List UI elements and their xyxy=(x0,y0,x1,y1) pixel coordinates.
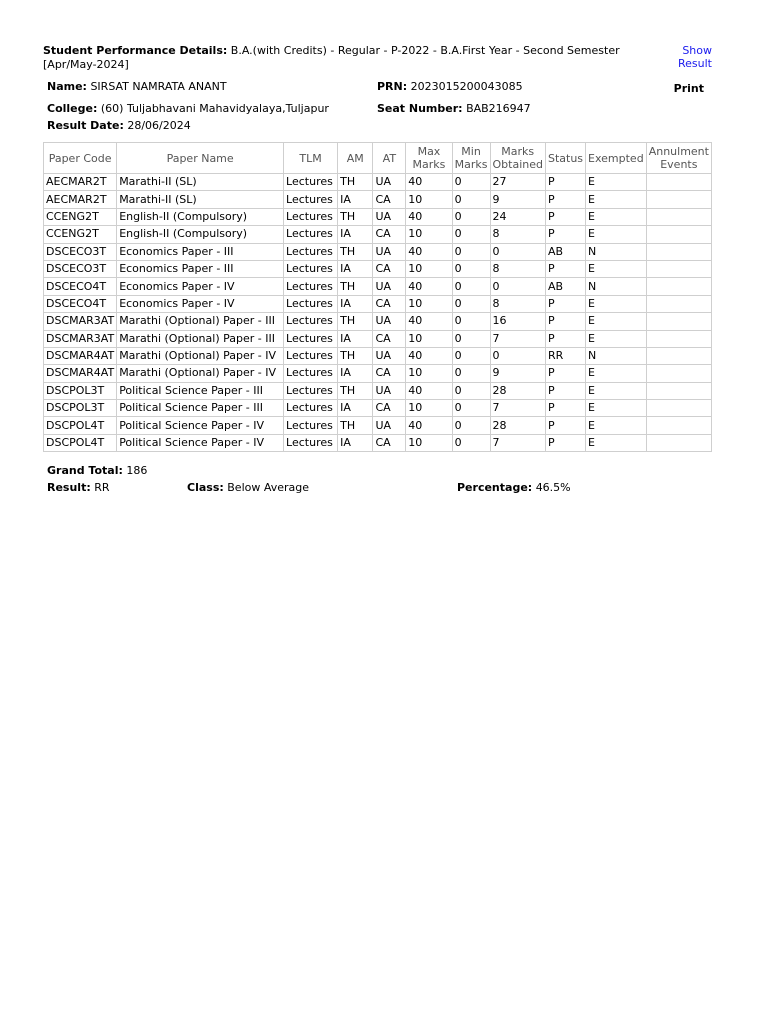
table-cell: N xyxy=(586,347,647,364)
table-cell: 0 xyxy=(452,382,490,399)
result-date-label: Result Date: xyxy=(47,119,124,132)
table-cell: 28 xyxy=(490,382,545,399)
table-cell: Marathi-II (SL) xyxy=(117,174,284,191)
column-header: Max Marks xyxy=(406,143,452,174)
table-cell: DSCMAR4AT xyxy=(44,347,117,364)
table-cell: DSCECO4T xyxy=(44,295,117,312)
table-cell: 0 xyxy=(490,347,545,364)
table-cell xyxy=(646,382,711,399)
table-cell: CA xyxy=(373,330,406,347)
percentage-label: Percentage: xyxy=(457,481,533,494)
seat-number xyxy=(377,102,531,116)
student-prn xyxy=(377,80,523,94)
table-cell: Political Science Paper - IV xyxy=(117,434,284,451)
table-cell: IA xyxy=(338,330,373,347)
table-cell: E xyxy=(586,295,647,312)
table-cell: E xyxy=(586,417,647,434)
table-cell: TH xyxy=(338,347,373,364)
table-cell: DSCMAR3AT xyxy=(44,330,117,347)
final-result xyxy=(47,479,110,496)
result-line xyxy=(47,479,707,496)
table-cell: 40 xyxy=(406,313,452,330)
table-cell: 7 xyxy=(490,330,545,347)
table-cell xyxy=(646,365,711,382)
table-row xyxy=(44,330,712,347)
name-label: Name: xyxy=(47,80,87,93)
table-cell: AB xyxy=(545,243,585,260)
table-cell: DSCPOL4T xyxy=(44,434,117,451)
table-cell: 0 xyxy=(490,243,545,260)
table-cell: E xyxy=(586,382,647,399)
table-cell: TH xyxy=(338,313,373,330)
table-cell: P xyxy=(545,417,585,434)
table-cell: E xyxy=(586,260,647,277)
seat-value: BAB216947 xyxy=(466,102,531,115)
table-cell: Lectures xyxy=(284,330,338,347)
table-cell: Economics Paper - IV xyxy=(117,278,284,295)
table-cell: 10 xyxy=(406,226,452,243)
table-cell: 10 xyxy=(406,330,452,347)
table-cell: 7 xyxy=(490,400,545,417)
table-cell: P xyxy=(545,400,585,417)
table-cell: 0 xyxy=(452,260,490,277)
table-cell: IA xyxy=(338,191,373,208)
table-cell: CCENG2T xyxy=(44,226,117,243)
table-cell: CA xyxy=(373,434,406,451)
column-header: TLM xyxy=(284,143,338,174)
table-cell xyxy=(646,174,711,191)
table-row xyxy=(44,400,712,417)
print-button[interactable]: Print xyxy=(673,82,704,95)
column-header: Marks Obtained xyxy=(490,143,545,174)
table-cell xyxy=(646,417,711,434)
table-cell: TH xyxy=(338,208,373,225)
table-cell: Lectures xyxy=(284,191,338,208)
table-cell xyxy=(646,278,711,295)
column-header: Exempted xyxy=(586,143,647,174)
table-cell: UA xyxy=(373,278,406,295)
table-cell: N xyxy=(586,278,647,295)
column-header: Annulment Events xyxy=(646,143,711,174)
table-row xyxy=(44,434,712,451)
table-cell: CCENG2T xyxy=(44,208,117,225)
table-row xyxy=(44,417,712,434)
grand-total-line xyxy=(47,462,707,479)
table-cell: Marathi-II (SL) xyxy=(117,191,284,208)
header-row xyxy=(43,44,712,74)
table-cell: 0 xyxy=(452,330,490,347)
table-cell: CA xyxy=(373,260,406,277)
table-cell: TH xyxy=(338,243,373,260)
table-cell: 0 xyxy=(452,400,490,417)
table-cell: 0 xyxy=(452,365,490,382)
prn-label: PRN: xyxy=(377,80,408,93)
table-cell: 10 xyxy=(406,191,452,208)
student-name xyxy=(47,80,227,94)
table-cell: 40 xyxy=(406,278,452,295)
table-cell xyxy=(646,347,711,364)
table-cell: E xyxy=(586,226,647,243)
table-cell: 0 xyxy=(452,347,490,364)
table-cell: English-II (Compulsory) xyxy=(117,208,284,225)
table-cell: Lectures xyxy=(284,226,338,243)
table-cell: Economics Paper - III xyxy=(117,260,284,277)
table-cell: Lectures xyxy=(284,260,338,277)
table-cell: 10 xyxy=(406,365,452,382)
table-cell: 0 xyxy=(452,226,490,243)
table-cell: CA xyxy=(373,400,406,417)
column-header: Min Marks xyxy=(452,143,490,174)
table-cell: UA xyxy=(373,174,406,191)
prn-value: 2023015200043085 xyxy=(410,80,523,93)
table-cell: 10 xyxy=(406,400,452,417)
table-row xyxy=(44,191,712,208)
table-cell: 9 xyxy=(490,191,545,208)
table-cell: Lectures xyxy=(284,174,338,191)
table-cell: E xyxy=(586,191,647,208)
marks-table xyxy=(43,142,712,452)
table-cell xyxy=(646,208,711,225)
table-cell: 0 xyxy=(490,278,545,295)
table-cell: UA xyxy=(373,417,406,434)
table-cell: CA xyxy=(373,365,406,382)
table-cell xyxy=(646,434,711,451)
heading-label: Student Performance Details: xyxy=(43,44,228,57)
college-value: (60) Tuljabhavani Mahavidyalaya,Tuljapur xyxy=(100,102,329,115)
table-header-row xyxy=(44,143,712,174)
table-cell: E xyxy=(586,313,647,330)
table-cell: English-II (Compulsory) xyxy=(117,226,284,243)
table-cell: DSCPOL3T xyxy=(44,382,117,399)
table-cell xyxy=(646,243,711,260)
result-date-value: 28/06/2024 xyxy=(127,119,191,132)
table-cell: UA xyxy=(373,347,406,364)
table-cell: Political Science Paper - III xyxy=(117,400,284,417)
table-cell: Lectures xyxy=(284,434,338,451)
table-cell: CA xyxy=(373,191,406,208)
table-row xyxy=(44,347,712,364)
table-cell: Lectures xyxy=(284,295,338,312)
table-cell: TH xyxy=(338,174,373,191)
table-cell: Lectures xyxy=(284,243,338,260)
table-cell: Marathi (Optional) Paper - III xyxy=(117,330,284,347)
table-cell xyxy=(646,400,711,417)
table-cell: 0 xyxy=(452,295,490,312)
table-row xyxy=(44,295,712,312)
table-cell: P xyxy=(545,208,585,225)
table-cell: 40 xyxy=(406,382,452,399)
table-cell: E xyxy=(586,174,647,191)
table-cell: 7 xyxy=(490,434,545,451)
grand-total-label: Grand Total: xyxy=(47,464,123,477)
table-cell: IA xyxy=(338,400,373,417)
table-cell: 0 xyxy=(452,278,490,295)
table-cell xyxy=(646,330,711,347)
table-cell: 10 xyxy=(406,434,452,451)
table-cell: Lectures xyxy=(284,365,338,382)
table-cell: Lectures xyxy=(284,347,338,364)
table-cell: 0 xyxy=(452,191,490,208)
result-label: Result: xyxy=(47,481,91,494)
table-cell: TH xyxy=(338,278,373,295)
show-result-link[interactable]: Show Result xyxy=(678,44,712,70)
percentage-value: 46.5% xyxy=(535,481,571,494)
table-cell: DSCMAR3AT xyxy=(44,313,117,330)
table-cell: P xyxy=(545,226,585,243)
table-cell: CA xyxy=(373,226,406,243)
table-cell: Lectures xyxy=(284,417,338,434)
seat-label: Seat Number: xyxy=(377,102,463,115)
table-cell: UA xyxy=(373,243,406,260)
table-cell: P xyxy=(545,330,585,347)
column-header: AM xyxy=(338,143,373,174)
table-cell: P xyxy=(545,434,585,451)
table-cell: Lectures xyxy=(284,208,338,225)
table-cell xyxy=(646,295,711,312)
table-cell: 40 xyxy=(406,347,452,364)
table-cell: 0 xyxy=(452,208,490,225)
table-cell: IA xyxy=(338,365,373,382)
table-row xyxy=(44,260,712,277)
table-cell: P xyxy=(545,260,585,277)
student-college xyxy=(47,102,329,116)
table-cell: Political Science Paper - IV xyxy=(117,417,284,434)
table-cell: IA xyxy=(338,226,373,243)
name-value: SIRSAT NAMRATA ANANT xyxy=(90,80,227,93)
table-cell: 0 xyxy=(452,313,490,330)
table-cell: Lectures xyxy=(284,278,338,295)
result-date xyxy=(47,119,191,133)
table-cell: 40 xyxy=(406,174,452,191)
table-cell: AECMAR2T xyxy=(44,191,117,208)
table-cell: 10 xyxy=(406,295,452,312)
table-cell: 40 xyxy=(406,417,452,434)
table-cell: DSCMAR4AT xyxy=(44,365,117,382)
table-cell xyxy=(646,191,711,208)
table-cell: 8 xyxy=(490,295,545,312)
table-cell: Economics Paper - III xyxy=(117,243,284,260)
table-cell: DSCECO3T xyxy=(44,243,117,260)
table-cell: RR xyxy=(545,347,585,364)
table-cell: P xyxy=(545,295,585,312)
result-value: RR xyxy=(94,481,110,494)
table-cell: E xyxy=(586,330,647,347)
table-cell: 27 xyxy=(490,174,545,191)
table-cell: 40 xyxy=(406,208,452,225)
table-cell xyxy=(646,260,711,277)
table-cell: 28 xyxy=(490,417,545,434)
table-cell: Marathi (Optional) Paper - III xyxy=(117,313,284,330)
table-cell: TH xyxy=(338,417,373,434)
table-cell: Economics Paper - IV xyxy=(117,295,284,312)
table-cell: P xyxy=(545,313,585,330)
table-cell: E xyxy=(586,434,647,451)
table-cell: 16 xyxy=(490,313,545,330)
table-cell: 9 xyxy=(490,365,545,382)
table-row xyxy=(44,278,712,295)
table-cell: DSCPOL3T xyxy=(44,400,117,417)
table-cell: 0 xyxy=(452,434,490,451)
grand-total-value: 186 xyxy=(126,464,148,477)
percentage-info xyxy=(457,479,571,496)
table-row xyxy=(44,243,712,260)
table-cell: 0 xyxy=(452,174,490,191)
table-cell: P xyxy=(545,191,585,208)
class-label: Class: xyxy=(187,481,224,494)
table-cell: Political Science Paper - III xyxy=(117,382,284,399)
table-row xyxy=(44,365,712,382)
table-cell: DSCPOL4T xyxy=(44,417,117,434)
table-cell: P xyxy=(545,174,585,191)
heading-value: B.A.(with Credits) - Regular - P-2022 - B.A.First Year - Second Semester [Apr/May-2024] xyxy=(43,44,620,71)
table-cell: 0 xyxy=(452,243,490,260)
table-cell: E xyxy=(586,365,647,382)
table-cell: E xyxy=(586,400,647,417)
table-cell: Lectures xyxy=(284,313,338,330)
table-cell: 24 xyxy=(490,208,545,225)
table-cell: Marathi (Optional) Paper - IV xyxy=(117,365,284,382)
table-cell: N xyxy=(586,243,647,260)
column-header: Paper Name xyxy=(117,143,284,174)
table-body xyxy=(44,174,712,452)
column-header: Paper Code xyxy=(44,143,117,174)
class-info xyxy=(187,479,309,496)
table-cell: DSCECO3T xyxy=(44,260,117,277)
table-cell: IA xyxy=(338,260,373,277)
table-cell: Lectures xyxy=(284,382,338,399)
table-cell: P xyxy=(545,365,585,382)
table-cell: 10 xyxy=(406,260,452,277)
table-cell: 8 xyxy=(490,260,545,277)
table-cell: E xyxy=(586,208,647,225)
table-cell: IA xyxy=(338,434,373,451)
table-cell: Marathi (Optional) Paper - IV xyxy=(117,347,284,364)
column-header: Status xyxy=(545,143,585,174)
table-cell: UA xyxy=(373,313,406,330)
table-cell: AB xyxy=(545,278,585,295)
table-cell: 0 xyxy=(452,417,490,434)
table-cell: P xyxy=(545,382,585,399)
table-row xyxy=(44,174,712,191)
table-row xyxy=(44,226,712,243)
table-cell: UA xyxy=(373,208,406,225)
table-cell: 40 xyxy=(406,243,452,260)
table-cell: Lectures xyxy=(284,400,338,417)
result-summary xyxy=(47,462,707,496)
table-cell: CA xyxy=(373,295,406,312)
table-cell: AECMAR2T xyxy=(44,174,117,191)
table-cell xyxy=(646,226,711,243)
table-row xyxy=(44,208,712,225)
table-cell: IA xyxy=(338,295,373,312)
table-cell xyxy=(646,313,711,330)
table-cell: DSCECO4T xyxy=(44,278,117,295)
table-cell: TH xyxy=(338,382,373,399)
college-label: College: xyxy=(47,102,98,115)
page-heading xyxy=(43,44,673,72)
table-row xyxy=(44,313,712,330)
table-row xyxy=(44,382,712,399)
column-header: AT xyxy=(373,143,406,174)
class-value: Below Average xyxy=(227,481,310,494)
student-info xyxy=(43,80,712,134)
table-cell: UA xyxy=(373,382,406,399)
result-page xyxy=(43,44,712,494)
table-cell: 8 xyxy=(490,226,545,243)
